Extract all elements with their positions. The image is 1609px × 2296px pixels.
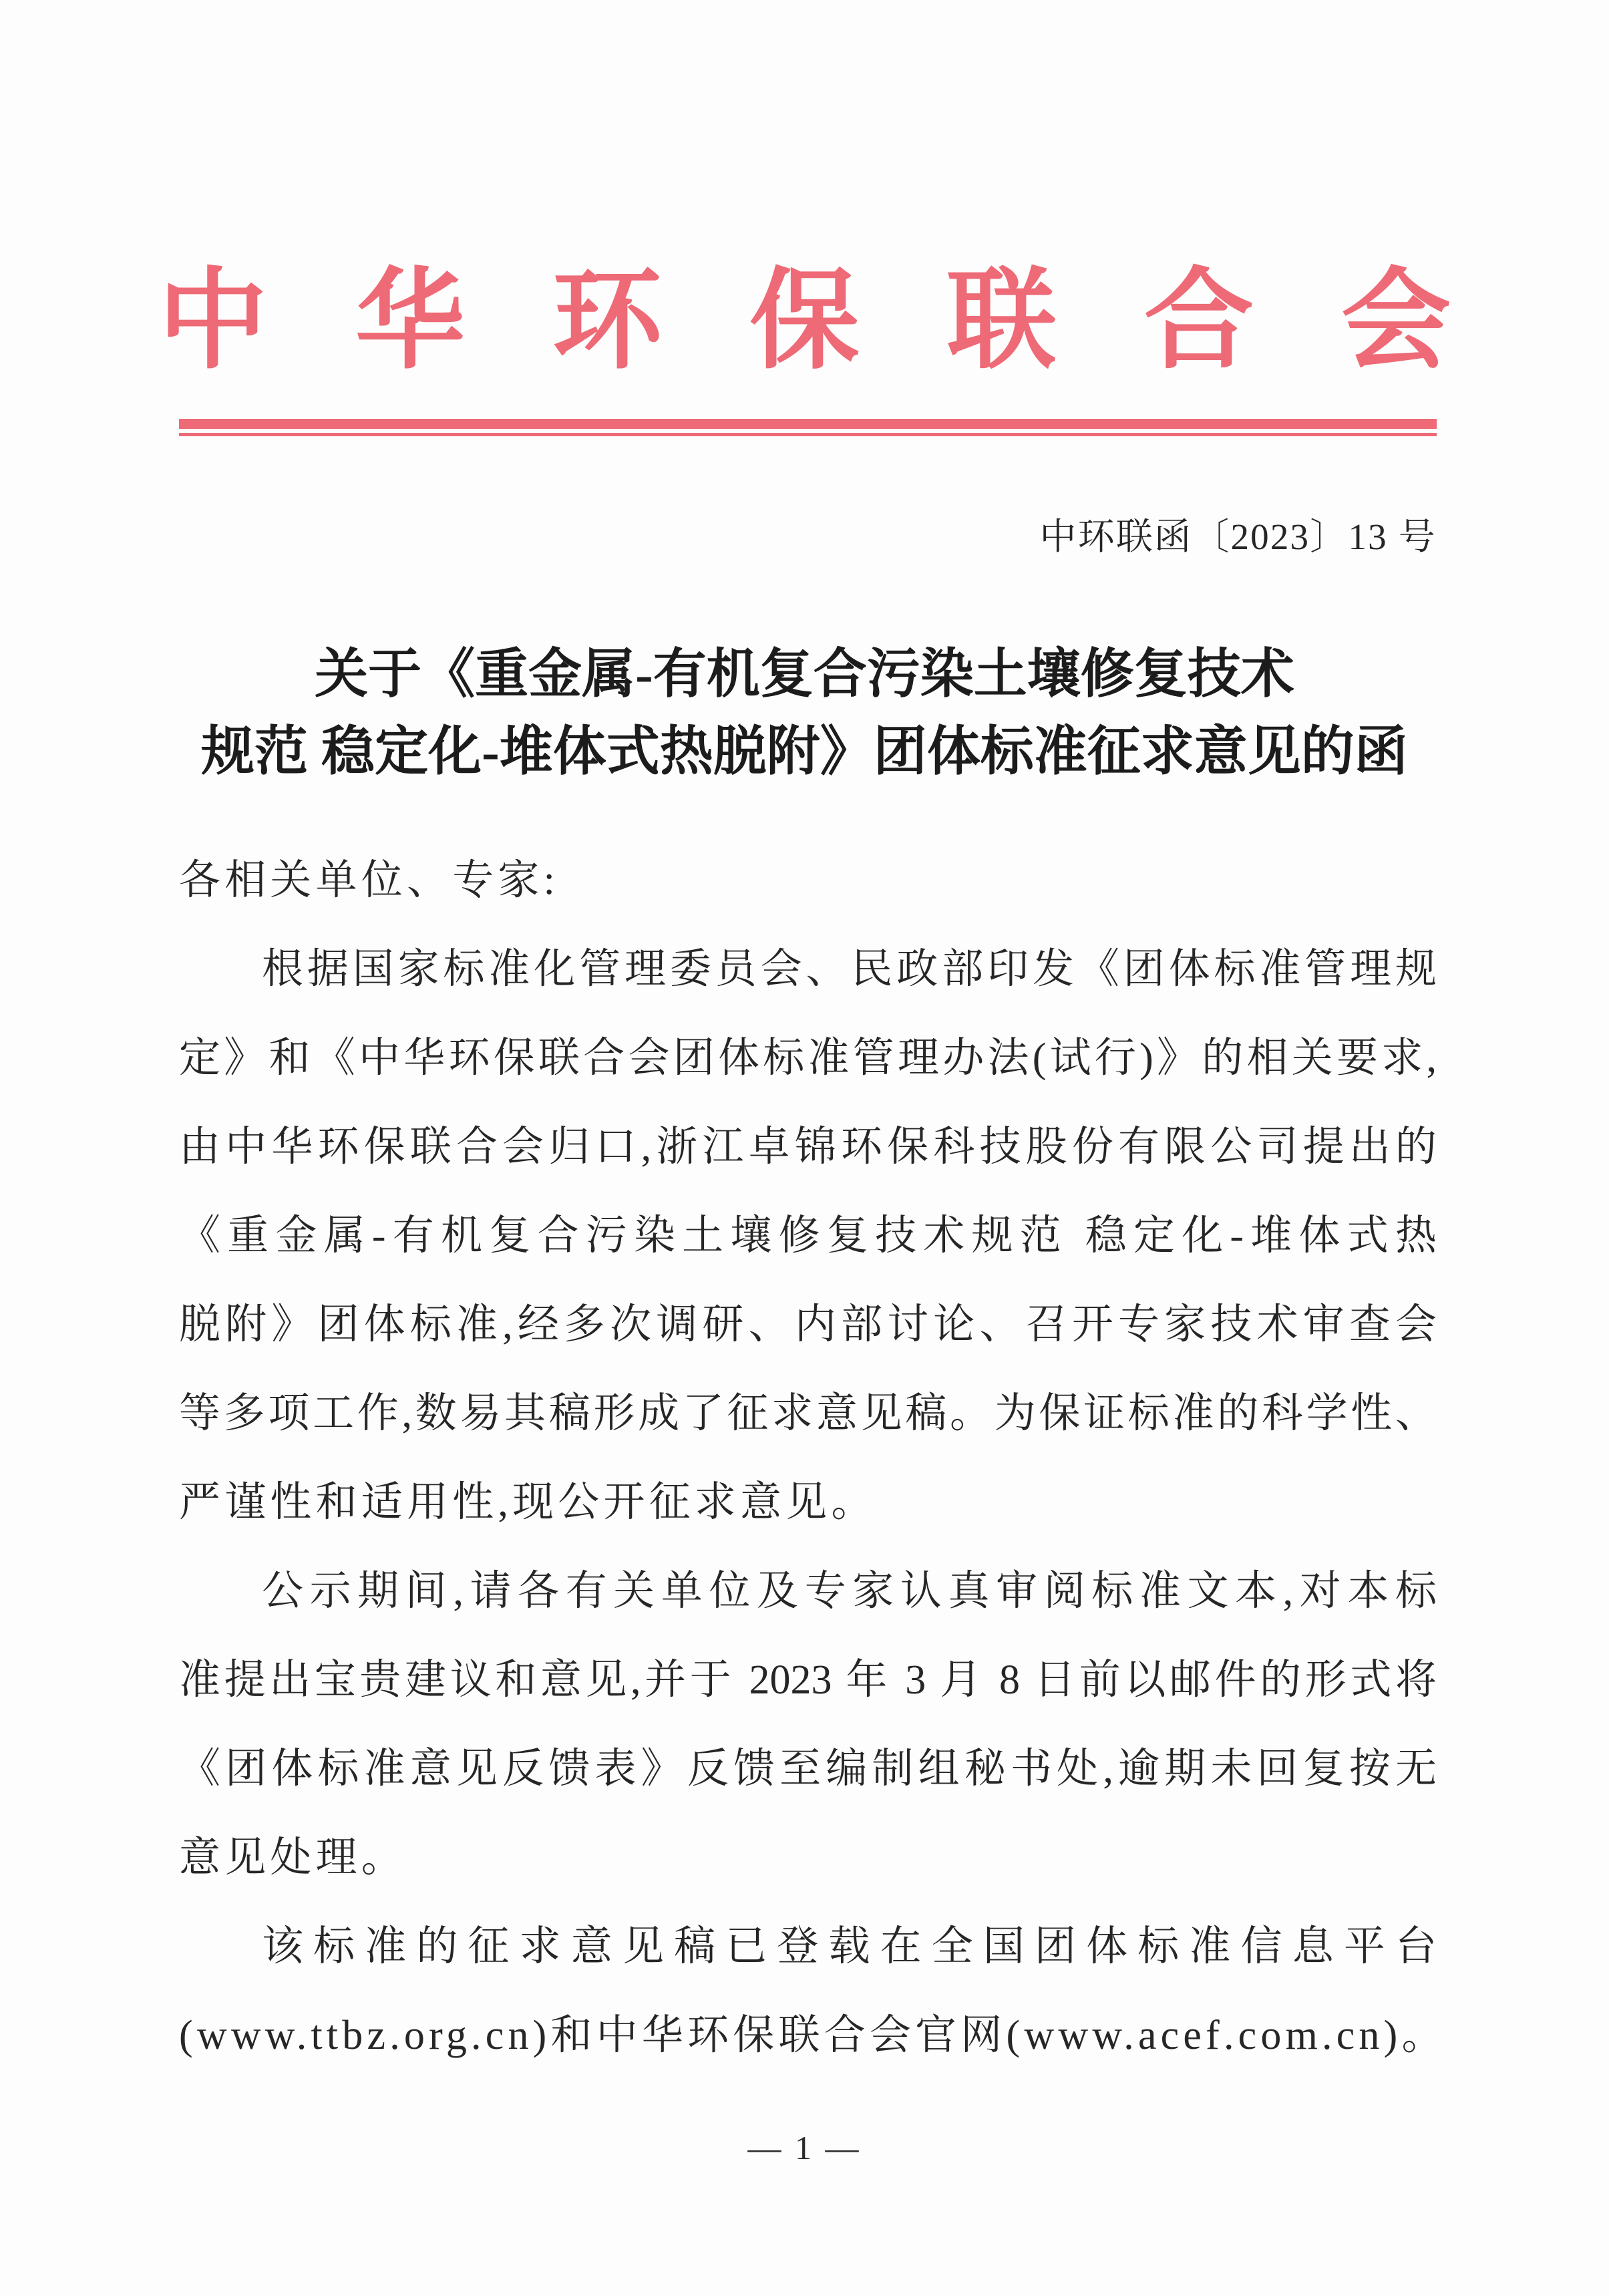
body-line: 意见处理。 (179, 1835, 407, 1880)
body-line: 根据国家标准化管理委员会、民政部印发《团体标准管理规 (262, 947, 1437, 992)
doc-reference-number: 中环联函〔2023〕13 号 (1039, 516, 1437, 557)
org-masthead-title: 中华环保联合会 (158, 261, 1539, 382)
body-line: 准提出宝贵建议和意见,并于 2023 年 3 月 8 日前以邮件的形式将 (179, 1657, 1437, 1703)
body-line: 脱附》团体标准,经多次调研、内部讨论、召开专家技术审查会 (179, 1302, 1437, 1347)
body-line: 严谨性和适用性,现公开征求意见。 (179, 1480, 877, 1525)
masthead-divider-thick (179, 419, 1437, 429)
letter-body (179, 836, 1447, 2080)
masthead-divider-thin (179, 433, 1437, 436)
body-line: 等多项工作,数易其稿形成了征求意见稿。为保证标准的科学性、 (179, 1391, 1437, 1436)
body-line: 《团体标准意见反馈表》反馈至编制组秘书处,逾期未回复按无 (179, 1746, 1437, 1792)
body-line: 定》和《中华环保联合会团体标准管理办法(试行)》的相关要求, (179, 1035, 1437, 1081)
doc-title-line-1: 关于《重金属-有机复合污染土壤修复技术 (315, 645, 1294, 704)
salutation: 各相关单位、专家: (179, 858, 560, 903)
body-line: 《重金属-有机复合污染土壤修复技术规范 稳定化-堆体式热 (179, 1213, 1437, 1259)
body-line: (www.ttbz.org.cn)和中华环保联合会官网(www.acef.com.cn)。 (179, 2013, 1447, 2058)
body-line: 该标准的征求意见稿已登载在全国团体标准信息平台 (262, 1924, 1437, 1969)
body-line: 由中华环保联合会归口,浙江卓锦环保科技股份有限公司提出的 (179, 1124, 1437, 1170)
body-line: 公示期间,请各有关单位及专家认真审阅标准文本,对本标 (262, 1569, 1437, 1614)
doc-title (0, 636, 1609, 791)
doc-title-line-2: 规范 稳定化-堆体式热脱附》团体标准征求意见的函 (201, 723, 1408, 782)
page-number: — 1 — (747, 2129, 862, 2166)
